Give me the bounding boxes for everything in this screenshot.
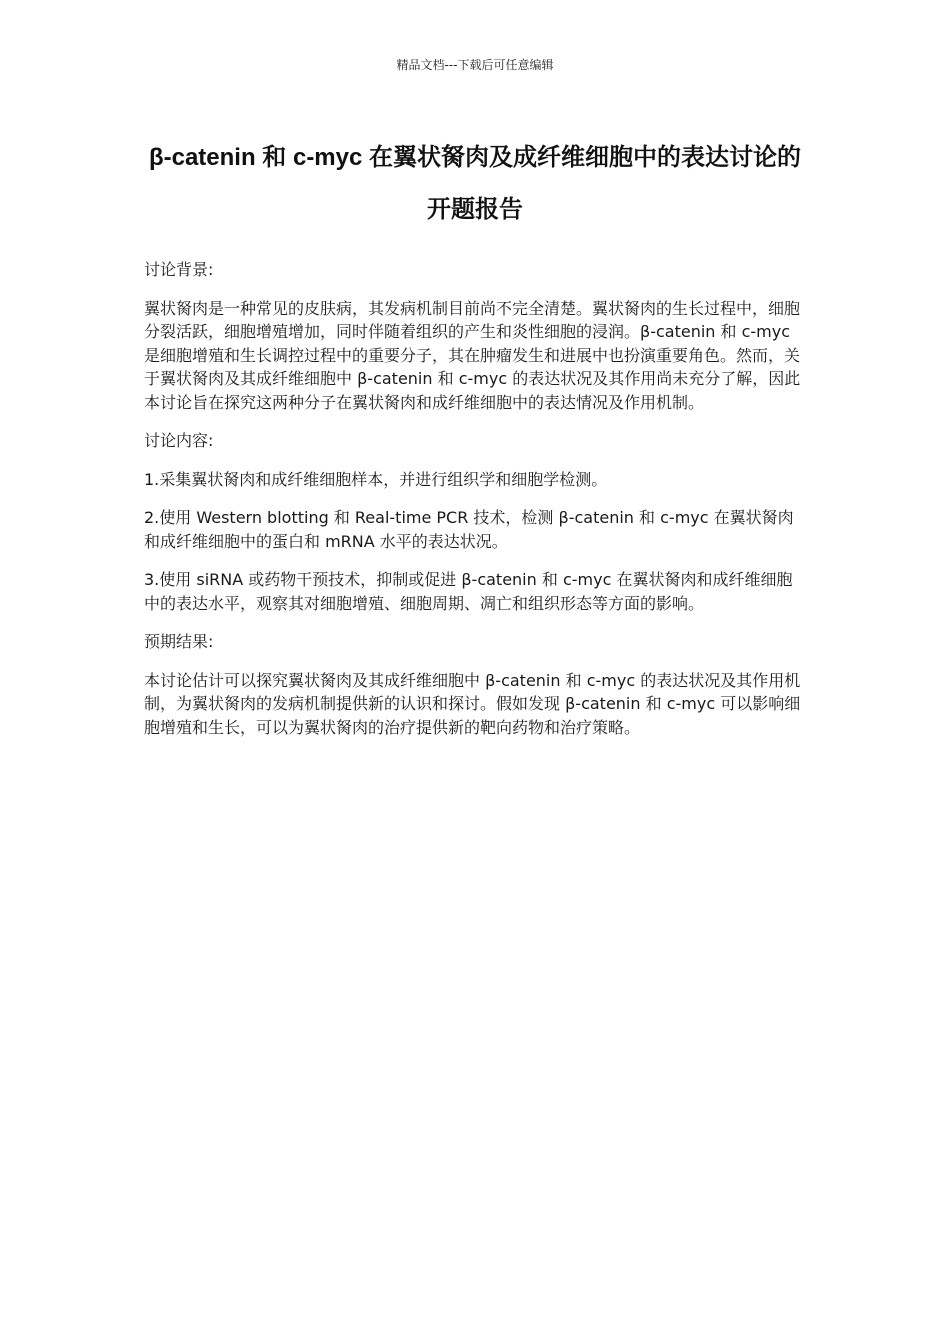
document-title: β-catenin 和 c-myc 在翼状胬肉及成纤维细胞中的表达讨论的开题报告 (148, 144, 802, 223)
results-heading: 预期结果: (144, 632, 214, 651)
content-item-3: 3.使用 siRNA 或药物干预技术，抑制或促进 β-catenin 和 c-myc 在翼状胬肉和成纤维细胞中的表达水平，观察其对细胞增殖、细胞周期、凋亡和组织形态等方面的影响。 (144, 570, 793, 613)
content-item-2: 2.使用 Western blotting 和 Real-time PCR 技术，检测 β-catenin 和 c-myc 在翼状胬肉和成纤维细胞中的蛋白和 mRNA 水平的表达状况。 (144, 508, 794, 551)
header-note: 精品文档---下载后可任意编辑 (396, 58, 554, 72)
content-heading: 讨论内容: (144, 431, 214, 450)
background-heading: 讨论背景: (144, 260, 214, 279)
content-item-1: 1.采集翼状胬肉和成纤维细胞样本，并进行组织学和细胞学检测。 (144, 469, 608, 489)
background-paragraph: 翼状胬肉是一种常见的皮肤病，其发病机制目前尚不完全清楚。翼状胬肉的生长过程中，细胞分裂活跃，细胞增殖增加，同时伴随着组织的产生和炎性细胞的浸润。β-catenin 和 c-myc 是细胞增殖和生长调控过程中的重要分子，其在肿瘤发生和进展中也扮演重要角色。然而，关于翼状胬肉及其成纤维细胞中 β-catenin 和 c-myc 的表达状况及其作用尚未充分了解，因此本讨论旨在探究这两种分子在翼状胬肉和成纤维细胞中的表达情况及作用机制。 (144, 298, 801, 412)
results-paragraph: 本讨论估计可以探究翼状胬肉及其成纤维细胞中 β-catenin 和 c-myc 的表达状况及其作用机制，为翼状胬肉的发病机制提供新的认识和探讨。假如发现 β-catenin 和 c-myc 可以影响细胞增殖和生长，可以为翼状胬肉的治疗提供新的靶向药物和治疗策略。 (144, 670, 801, 737)
document-body (144, 258, 808, 754)
